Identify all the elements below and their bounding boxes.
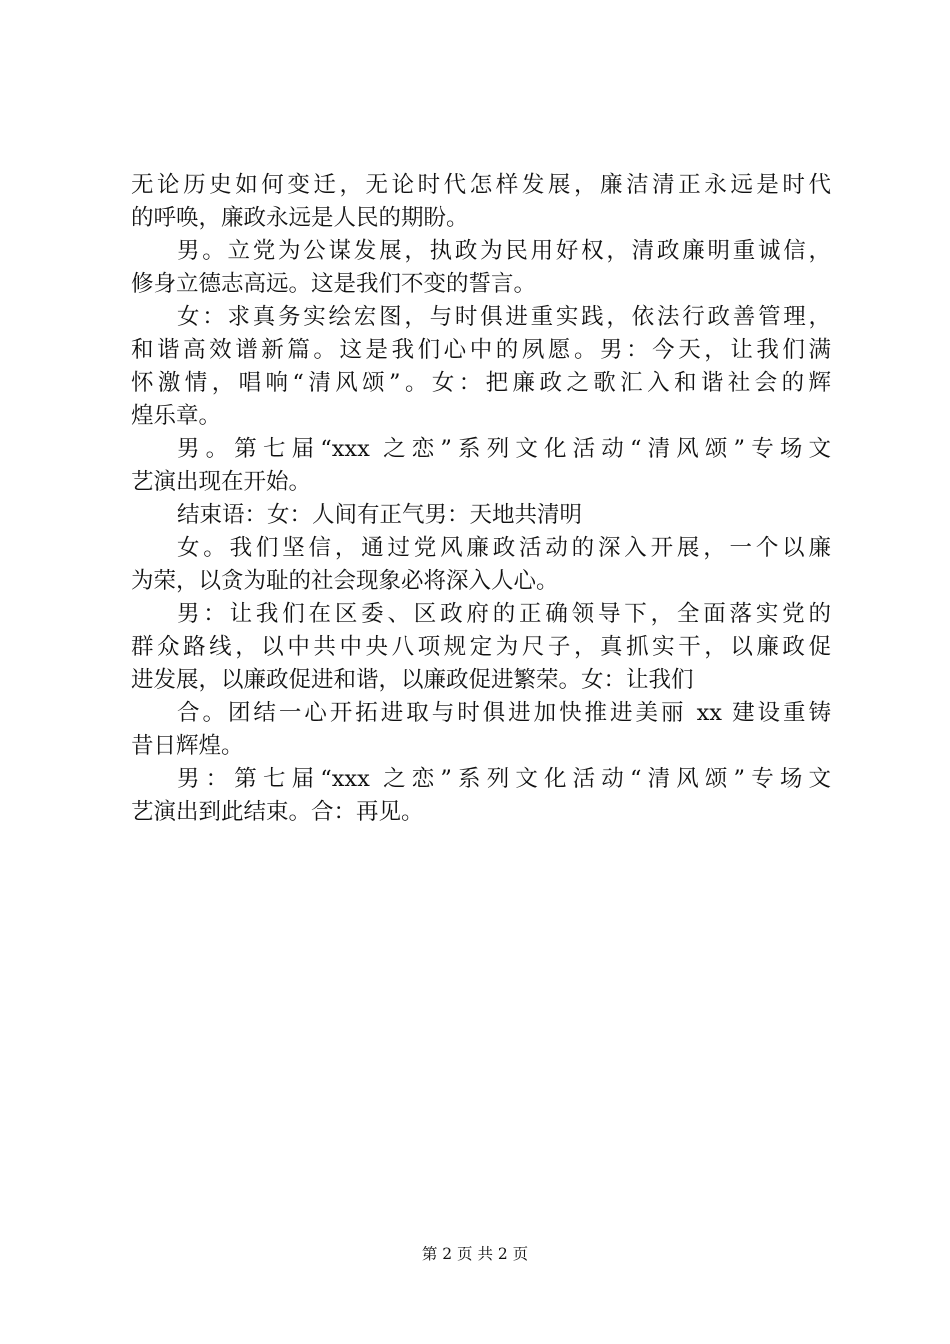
text-line: 男。第七届“xxx 之恋”系列文化活动“清风颂”专场文: [177, 436, 831, 462]
text-line: 女。我们坚信，通过党风廉政活动的深入开展，一个以廉: [177, 535, 831, 561]
text-line: 为荣，以贪为耻的社会现象必将深入人心。: [131, 568, 559, 594]
text-line: 昔日辉煌。: [131, 733, 244, 759]
text-line: 合。团结一心开拓进取与时俱进加快推进美丽 xx 建设重铸: [177, 700, 831, 726]
text-line: 群众路线，以中共中央八项规定为尺子，真抓实干，以廉政促: [131, 634, 831, 660]
text-line: 的呼唤，廉政永远是人民的期盼。: [131, 205, 469, 231]
text-line: 无论历史如何变迁，无论时代怎样发展，廉洁清正永远是时代: [131, 172, 831, 198]
text-line: 和谐高效谱新篇。这是我们心中的夙愿。男：今天，让我们满: [131, 337, 831, 363]
text-line: 艺演出到此结束。合：再见。: [131, 799, 424, 825]
text-line: 修身立德志高远。这是我们不变的誓言。: [131, 271, 537, 297]
text-line: 艺演出现在开始。: [131, 469, 312, 495]
text-line: 结束语：女：人间有正气男：天地共清明: [177, 502, 583, 528]
text-line: 男：第七届“xxx 之恋”系列文化活动“清风颂”专场文: [177, 766, 831, 792]
page-number: 第 2 页 共 2 页: [421, 1245, 529, 1263]
text-line: 进发展，以廉政促进和谐，以廉政促进繁荣。女：让我们: [131, 667, 694, 693]
text-line: 怀激情，唱响“清风颂”。女：把廉政之歌汇入和谐社会的辉: [131, 370, 831, 396]
text-line: 女：求真务实绘宏图，与时俱进重实践，依法行政善管理，: [177, 304, 831, 330]
text-line: 男：让我们在区委、区政府的正确领导下，全面落实党的: [177, 601, 831, 627]
text-line: 男。立党为公谋发展，执政为民用好权，清政廉明重诚信，: [177, 238, 831, 264]
text-line: 煌乐章。: [131, 403, 222, 429]
